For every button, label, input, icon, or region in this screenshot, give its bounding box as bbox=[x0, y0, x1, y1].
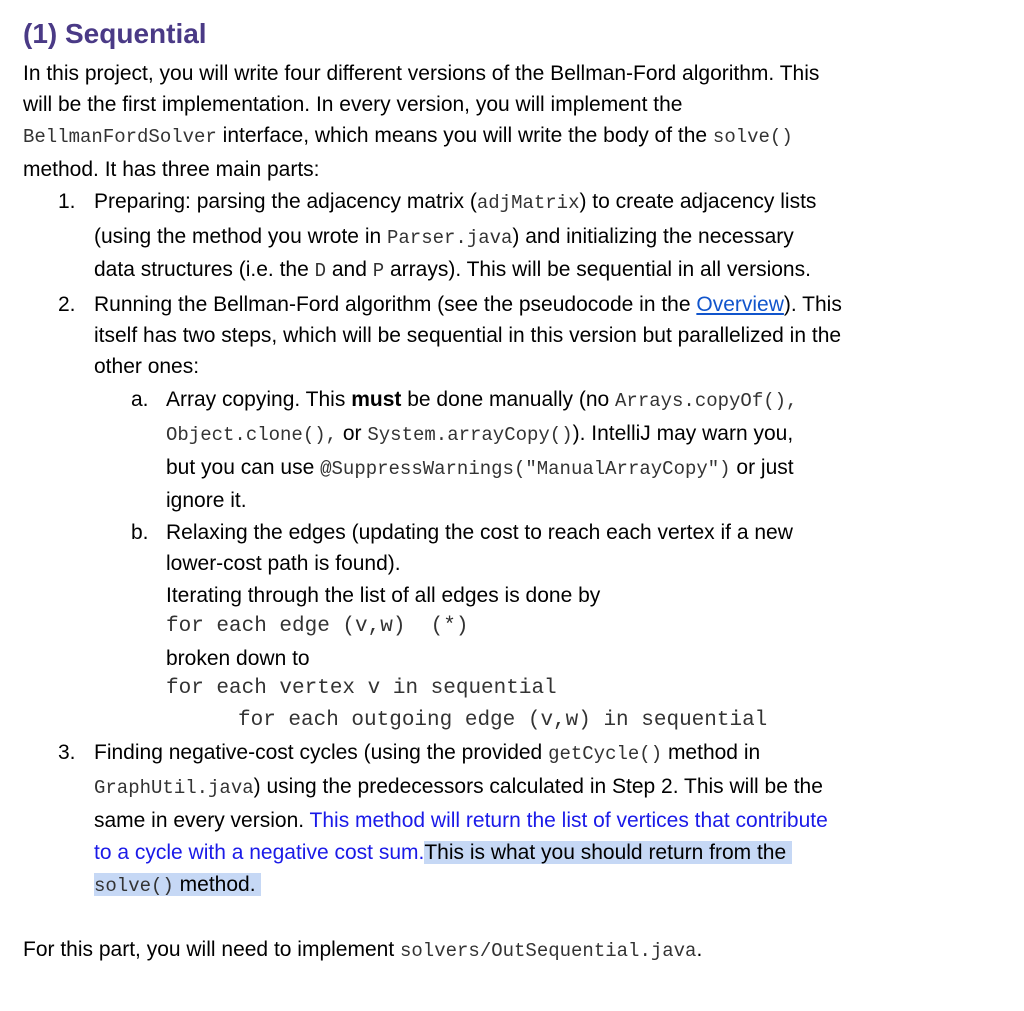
code-bellmanfordsolver: BellmanFordSolver bbox=[23, 126, 217, 148]
item-1-line-2: (using the method you wrote in Parser.java) and initializing the necessary bbox=[94, 225, 794, 249]
intro-line-3-text: interface, which means you will write the body of the bbox=[216, 124, 713, 147]
code-p: P bbox=[372, 260, 385, 282]
section-heading: (1) Sequential bbox=[23, 18, 207, 49]
subitem-a-line-4: ignore it. bbox=[166, 489, 247, 512]
item-2-line-2: itself has two steps, which will be sequential in this version but parallelized in the bbox=[94, 324, 842, 347]
item-3-line-2: GraphUtil.java) using the predecessors calculated in Step 2. This will be the bbox=[94, 775, 823, 799]
subitem-a-line-3: but you can use @SuppressWarnings("ManualArrayCopy") or just bbox=[166, 456, 794, 480]
code-adjmatrix: adjMatrix bbox=[476, 192, 580, 214]
item-3-line-4 bbox=[94, 837, 792, 869]
code-graphutil-java: GraphUtil.java bbox=[94, 777, 254, 799]
item-3-line-3: same in every version. This method will return the list of vertices that contribute bbox=[94, 809, 828, 832]
subitem-a-line-1: Array copying. This must be done manually (no Arrays.copyOf(), bbox=[166, 388, 798, 412]
item-3-line-5 bbox=[94, 869, 261, 902]
code-outsequential-java: solvers/OutSequential.java bbox=[400, 940, 697, 962]
item-1-line-1: Preparing: parsing the adjacency matrix (adjMatrix) to create adjacency lists bbox=[94, 190, 817, 214]
subitem-b-line-1: Relaxing the edges (updating the cost to reach each vertex if a new bbox=[166, 521, 793, 544]
code-object-clone: Object.clone(), bbox=[166, 424, 338, 446]
code-suppresswarnings: @SuppressWarnings("ManualArrayCopy") bbox=[320, 458, 731, 480]
code-getcycle: getCycle() bbox=[548, 743, 663, 765]
footer-line: For this part, you will need to implement solvers/OutSequential.java. bbox=[23, 938, 703, 962]
item-1-number: 1. bbox=[58, 190, 76, 213]
code-d: D bbox=[314, 260, 327, 282]
subitem-b-line-3: Iterating through the list of all edges is done by bbox=[166, 584, 601, 607]
code-arrays-copyof: Arrays.copyOf(), bbox=[615, 390, 798, 412]
intro-line-2: will be the first implementation. In every version, you will implement the bbox=[23, 93, 683, 116]
highlighted-text-1: This is what you should return from the bbox=[424, 841, 792, 864]
item-3-line-1: Finding negative-cost cycles (using the provided getCycle() method in bbox=[94, 741, 761, 765]
subitem-b-label: b. bbox=[131, 521, 149, 544]
pseudocode-line-3: for each outgoing edge (v,w) in sequential bbox=[238, 709, 768, 732]
item-1-line-3: data structures (i.e. the D and P arrays). This will be sequential in all versions. bbox=[94, 258, 811, 282]
code-solve: solve() bbox=[712, 126, 793, 148]
code-solve-2: solve() bbox=[94, 875, 174, 897]
item-2-line-1: Running the Bellman-Ford algorithm (see the pseudocode in the Overview). This bbox=[94, 293, 842, 316]
subitem-b-line-5: broken down to bbox=[166, 647, 310, 670]
intro-line-3 bbox=[23, 120, 793, 153]
overview-link[interactable]: Overview bbox=[696, 293, 784, 316]
subitem-a-label: a. bbox=[131, 388, 149, 411]
item-3-number: 3. bbox=[58, 741, 76, 764]
pseudocode-line-2: for each vertex v in sequential bbox=[166, 677, 557, 700]
blue-note-line-1: This method will return the list of vertices that contribute bbox=[309, 809, 828, 832]
item-2-number: 2. bbox=[58, 293, 76, 316]
code-system-arraycopy: System.arrayCopy() bbox=[367, 424, 573, 446]
code-parser-java: Parser.java bbox=[387, 227, 513, 249]
subitem-b-line-2: lower-cost path is found). bbox=[166, 552, 401, 575]
intro-line-1: In this project, you will write four different versions of the Bellman-Ford algorithm. This bbox=[23, 62, 820, 85]
blue-note-line-2: to a cycle with a negative cost sum. bbox=[94, 841, 425, 864]
pseudocode-line-1: for each edge (v,w) (*) bbox=[166, 615, 469, 638]
item-2-line-3: other ones: bbox=[94, 355, 200, 378]
subitem-a-line-2: Object.clone(), or System.arrayCopy()). IntelliJ may warn you, bbox=[166, 422, 794, 446]
intro-line-4: method. It has three main parts: bbox=[23, 158, 320, 181]
highlighted-text-2: solve() method. bbox=[94, 873, 262, 897]
